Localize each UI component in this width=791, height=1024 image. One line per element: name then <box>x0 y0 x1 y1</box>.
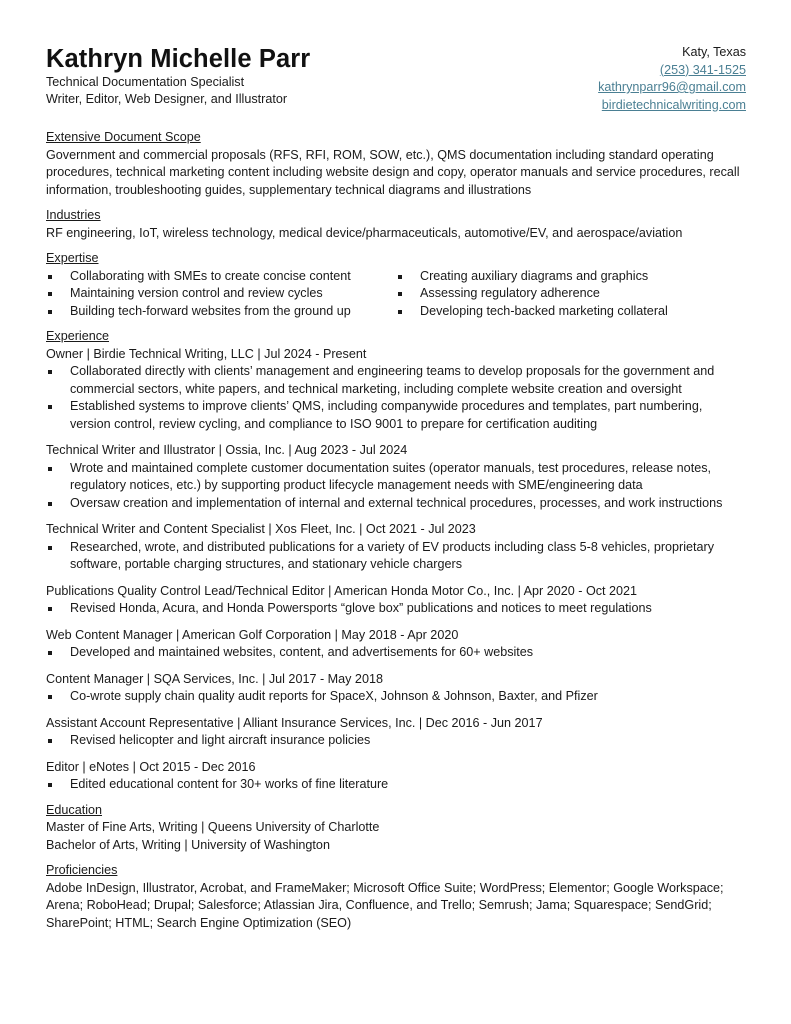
list-item: Developed and maintained websites, content, and advertisements for 60+ websites <box>46 644 746 662</box>
job-heading: Assistant Account Representative | Alliant Insurance Services, Inc. | Dec 2016 - Jun 2017 <box>46 715 543 730</box>
industries-section <box>46 207 746 242</box>
scope-section <box>46 129 746 199</box>
education-item: Bachelor of Arts, Writing | University of Washington <box>46 837 330 852</box>
job-bullets <box>46 600 746 618</box>
section-title: Education <box>46 802 103 817</box>
job-heading: Technical Writer and Illustrator | Ossia, Inc. | Aug 2023 - Jul 2024 <box>46 443 408 457</box>
list-item: Co-wrote supply chain quality audit reports for SpaceX, Johnson & Johnson, Baxter, and Pfizer <box>46 688 746 706</box>
resume-header <box>46 44 746 124</box>
section-title: Proficiencies <box>46 863 118 877</box>
industries-text: RF engineering, IoT, wireless technology, medical device/pharmaceuticals, automotive/EV, and aerospace/aviation <box>46 225 683 240</box>
job-heading: Owner | Birdie Technical Writing, LLC | Jul 2024 - Present <box>46 346 367 361</box>
job-bullets <box>46 732 746 750</box>
job-entry <box>46 346 746 434</box>
resume-page <box>46 44 746 932</box>
roles: Writer, Editor, Web Designer, and Illustrator <box>46 92 288 106</box>
section-title: Expertise <box>46 251 99 265</box>
job-bullets <box>46 363 746 433</box>
expertise-right-list <box>396 268 746 321</box>
expertise-columns <box>46 268 746 321</box>
list-item: Maintaining version control and review cycles <box>46 285 396 303</box>
list-item: Assessing regulatory adherence <box>396 285 746 303</box>
section-title: Industries <box>46 208 101 222</box>
job-entry <box>46 627 746 662</box>
job-heading: Content Manager | SQA Services, Inc. | Jul 2017 - May 2018 <box>46 671 383 686</box>
job-entry <box>46 715 746 750</box>
list-item: Established systems to improve clients’ QMS, including companywide procedures and templates, part numbering, version control, review cycling, and compliance to ISO 9001 to prepare for certification auditing <box>46 398 746 433</box>
list-item: Edited educational content for 30+ works of fine literature <box>46 776 746 794</box>
section-title: Extensive Document Scope <box>46 130 201 144</box>
job-heading: Editor | eNotes | Oct 2015 - Dec 2016 <box>46 759 256 774</box>
job-entry <box>46 671 746 706</box>
scope-text: Government and commercial proposals (RFS, RFI, ROM, SOW, etc.), QMS documentation including standard operating procedures, technical marketing content including website design and copy, operator manuals and service procedures, recall information, troubleshooting guides, supplementary technical diagrams and illustrations <box>46 147 740 197</box>
education-item: Master of Fine Arts, Writing | Queens University of Charlotte <box>46 820 380 834</box>
job-heading: Technical Writer and Content Specialist | Xos Fleet, Inc. | Oct 2021 - Jul 2023 <box>46 522 476 536</box>
education-section <box>46 802 746 855</box>
list-item: Creating auxiliary diagrams and graphics <box>396 268 746 286</box>
job-bullets <box>46 539 746 574</box>
candidate-name: Kathryn Michelle Parr <box>46 45 311 73</box>
contact-info <box>598 44 746 114</box>
website-link[interactable]: birdietechnicalwriting.com <box>601 97 746 112</box>
list-item: Collaborating with SMEs to create concise content <box>46 268 396 286</box>
job-entry <box>46 442 746 512</box>
list-item: Collaborated directly with clients’ management and engineering teams to develop proposals for the government and commercial sectors, white papers, and technical marketing, including complete website creation and oversight <box>46 363 746 398</box>
proficiencies-text: Adobe InDesign, Illustrator, Acrobat, and FrameMaker; Microsoft Office Suite; WordPress; Elementor; Google Workspace; Arena; RoboHead; Drupal; Salesforce; Atlassian Jira, Confluence, and Trello; Semrush; Jama; Squarespace; SendGrid; SharePoint; HTML; Search Engine Optimization (SEO) <box>46 880 724 930</box>
location: Katy, Texas <box>682 45 746 59</box>
proficiencies-section <box>46 862 746 932</box>
email-link[interactable]: kathrynparr96@gmail.com <box>598 80 746 94</box>
section-title: Experience <box>46 329 110 343</box>
job-bullets <box>46 688 746 706</box>
job-entry <box>46 521 746 574</box>
job-title: Technical Documentation Specialist <box>46 75 245 89</box>
job-entry <box>46 759 746 794</box>
job-heading: Publications Quality Control Lead/Technical Editor | American Honda Motor Co., Inc. | Apr 2020 - Oct 2021 <box>46 583 638 598</box>
expertise-left-list <box>46 268 396 321</box>
list-item: Revised helicopter and light aircraft insurance policies <box>46 732 746 750</box>
list-item: Oversaw creation and implementation of internal and external technical procedures, processes, and work instructions <box>46 495 746 513</box>
experience-section <box>46 328 746 794</box>
job-entry <box>46 583 746 618</box>
list-item: Building tech-forward websites from the ground up <box>46 303 396 321</box>
phone-link[interactable]: (253) 341-1525 <box>659 62 746 77</box>
list-item: Researched, wrote, and distributed publications for a variety of EV products including class 5-8 vehicles, proprietary software, portable charging structures, and stationary vehicle chargers <box>46 539 746 574</box>
job-bullets <box>46 460 746 513</box>
job-bullets <box>46 644 746 662</box>
job-heading: Web Content Manager | American Golf Corporation | May 2018 - Apr 2020 <box>46 627 459 642</box>
list-item: Wrote and maintained complete customer documentation suites (operator manuals, test procedures, release notes, regulatory notices, etc.) by supporting product lifecycle management needs with SME/engineering data <box>46 460 746 495</box>
list-item: Revised Honda, Acura, and Honda Powersports “glove box” publications and notices to meet regulations <box>46 600 746 618</box>
expertise-section <box>46 250 746 320</box>
job-bullets <box>46 776 746 794</box>
list-item: Developing tech-backed marketing collateral <box>396 303 746 321</box>
